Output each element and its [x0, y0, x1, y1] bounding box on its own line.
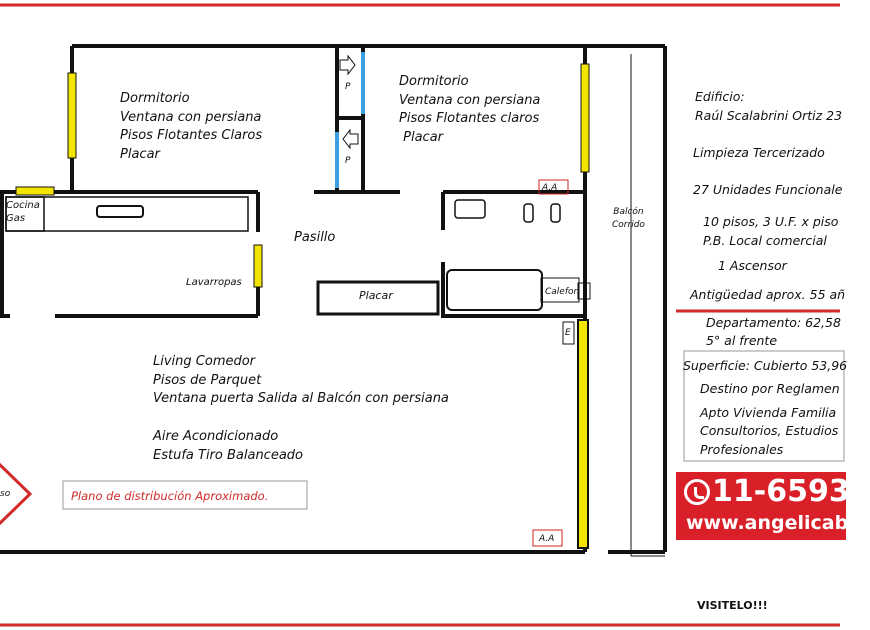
phone-number: 11-6593 [712, 474, 850, 509]
units-info: 27 Unidades Funcionale [693, 182, 843, 197]
bedroom2-closet: Placar [399, 129, 444, 145]
bedroom2-floor: Pisos Flotantes claros [399, 111, 540, 126]
bedroom1-closet: Placar [120, 146, 160, 162]
kitchen-labels [6, 199, 40, 225]
toilet-icon [524, 204, 533, 222]
balcony-labels [612, 206, 645, 232]
plan-note: Plano de distribución Aproximado. [71, 489, 269, 503]
closet-door-lower [335, 132, 339, 188]
website-link[interactable]: www.angelicabra [686, 512, 870, 534]
cleaning-info: Limpieza Tercerizado [693, 145, 825, 160]
living-stove: Estufa Tiro Balanceado [153, 447, 304, 463]
bidet-icon [551, 204, 560, 222]
arrow-right-icon [340, 56, 355, 74]
whatsapp-icon [684, 479, 710, 505]
bedroom1-labels [120, 90, 262, 164]
bedroom2-window: Ventana con persiana [399, 92, 541, 108]
kitchen-counter [6, 197, 248, 231]
visit-callout: VISITELO!!! [697, 599, 768, 612]
apartment-info: Departamento: 62,58 [706, 315, 841, 330]
bedroom1-window: Ventana con persiana [120, 109, 262, 125]
surface-info: Superficie: Cubierto 53,96 [683, 358, 848, 373]
floors-info: 10 pisos, 3 U.F. x piso [703, 214, 839, 229]
bedroom2-labels [399, 73, 540, 147]
living-title: Living Comedor [153, 354, 256, 369]
bedroom1-floor: Pisos Flotantes Claros [120, 128, 263, 143]
bathtub [447, 270, 542, 310]
living-floor: Pisos de Parquet [153, 372, 262, 388]
washbasin-icon [455, 200, 485, 218]
balcony-subtitle: Corrido [612, 220, 645, 230]
age-info: Antigüedad aprox. 55 añ [690, 287, 846, 302]
living-window: Ventana puerta Salida al Balcón con persiana [153, 391, 449, 406]
contact-banner [676, 472, 870, 540]
living-labels [153, 353, 449, 409]
closet-door-upper [361, 52, 365, 114]
e-label: E [565, 328, 571, 338]
elevator-info: 1 Ascensor [718, 258, 787, 273]
floor-info: 5° al frente [706, 333, 778, 348]
living-ac: Aire Acondicionado [153, 429, 279, 444]
building-label: Edificio: [695, 89, 745, 104]
ground-floor-info: P.B. Local comercial [703, 233, 827, 248]
living-extras [153, 428, 303, 465]
aa-upper-label: A.A [542, 183, 558, 193]
closet-label: Placar [359, 289, 393, 302]
aa-lower-label: A.A [539, 534, 555, 544]
arrow-left-icon [343, 130, 358, 148]
destination-line-2: Consultorios, Estudios [700, 423, 839, 438]
bedroom1-title: Dormitorio [120, 91, 190, 106]
phone-line [684, 474, 850, 509]
kitchen-gas: Gas [6, 213, 26, 224]
heater-label: Calefon [545, 287, 580, 297]
p-lower-label: P [345, 156, 351, 166]
kitchen-title: Cocina [6, 200, 40, 211]
destination-line-1: Apto Vivienda Familia [700, 404, 837, 420]
destination-line-3: Profesionales [700, 441, 784, 457]
laundry-label: Lavarropas [186, 277, 242, 288]
sink-icon [97, 206, 143, 217]
destination-labels [700, 380, 840, 459]
bedroom2-title: Dormitorio [399, 74, 469, 89]
entrance-label: so [0, 489, 11, 499]
destination-title: Destino por Reglamen [700, 381, 840, 396]
p-upper-label: P [345, 82, 351, 92]
hallway-label: Pasillo [294, 230, 336, 245]
building-address: Raúl Scalabrini Ortiz 23 [695, 108, 843, 123]
balcony-title: Balcón [613, 207, 644, 217]
